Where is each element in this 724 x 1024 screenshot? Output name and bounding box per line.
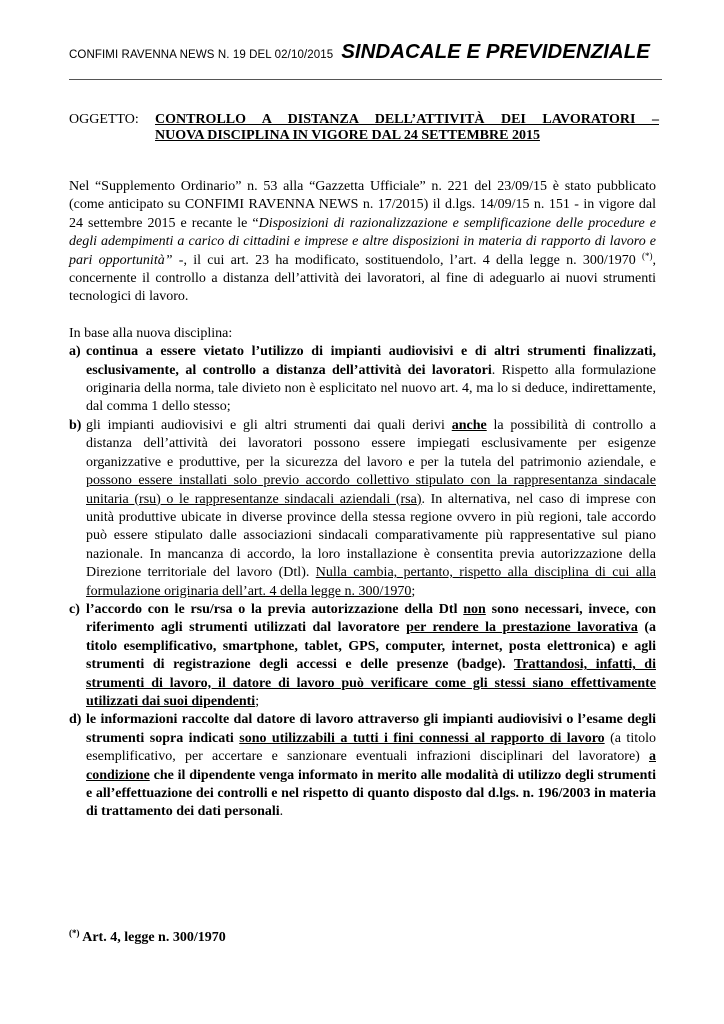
list-marker: b)	[69, 417, 82, 433]
list-item-b	[69, 417, 656, 601]
item-c-bold-3: (a titolo esemplificativo, smartphone, tablet, GPS, computer, internet, posta elettronica) e agli strumenti di registrazione degli accessi e delle presenze (badge).	[86, 620, 656, 673]
item-d-text-4: .	[279, 804, 284, 820]
item-d-text-2: (a titolo esemplificativo, per accertare e sanzionare eventuali infrazioni disciplinari del lavoratore)	[86, 730, 656, 765]
intro-text-3: -, il cui art. 23 ha modificato, sostituendolo, l’art. 4 della legge n. 300/1970	[172, 252, 642, 268]
item-b-underline-2: Nulla cambia, pertanto, rispetto alla disciplina di cui alla formulazione originaria dell’art. 4 della legge n. 300/1970	[86, 565, 656, 599]
intro-text-4: , concernente il controllo a distanza dell’attività dei lavoratori, al fine di adeguarlo ai nuovi strumenti tecnologici di lavoro.	[69, 252, 656, 305]
intro-text-1: Nel “Supplemento Ordinario” n. 53 alla “Gazzetta Ufficiale” n. 221 del 23/09/15 è stato pubblicato (come anticipato su CONFIMI RAVENNA NEWS n. 17/2015) il d.lgs. 14/09/15 n. 151 - in vigore dal 24 settembre 2015 e recante le “	[69, 179, 656, 231]
item-b-text-3: . In alternativa, nel caso di imprese con unità produttive ubicate in diverse province della stessa regione ovvero in più regioni, tale accordo può essere stipulato dalle associazioni sindacali comparativamente più rappresentative sul piano nazionale. In mancanza di accordo, la loro installazione è consentita previa autorizzazione della Direzione territoriale del lavoro (Dtl).	[86, 491, 656, 581]
list-item-c	[69, 601, 656, 711]
item-b-underline-1: possono essere installati solo previo accordo collettivo stipulato con la rappresentanza sindacale unitaria (rsu) o le rappresentanze sindacali aziendali (rsa)	[86, 473, 656, 507]
subject-label: OGGETTO:	[69, 112, 139, 127]
rules-list	[69, 343, 656, 822]
subject-title-line-2: NUOVA DISCIPLINA IN VIGORE DAL 24 SETTEMBRE 2015	[155, 128, 540, 143]
item-b-text-1: gli impianti audiovisivi e gli altri strumenti dai quali derivi	[86, 417, 452, 433]
item-b-text-4: ;	[411, 583, 416, 599]
intro-italic-title: Disposizioni di razionalizzazione e semplificazione delle procedure e degli adempimenti a carico di cittadini e imprese e altre disposizioni in materia di rapporto di lavoro e pari opportunità”	[69, 215, 657, 268]
document-body	[69, 178, 656, 822]
list-lead: In base alla nuova disciplina:	[69, 325, 233, 341]
list-marker: c)	[69, 601, 80, 617]
publication-label: CONFIMI RAVENNA NEWS N. 19 DEL 02/10/2015	[69, 49, 334, 61]
footnote	[69, 930, 226, 946]
item-a-bold: continua a essere vietato l’utilizzo di impianti audiovisivi e di altri strumenti finalizzati, esclusivamente, al controllo a distanza dell’attività dei lavoratori	[86, 344, 656, 378]
footnote-text: Art. 4, legge n. 300/1970	[79, 930, 226, 945]
list-item-d	[69, 711, 656, 821]
item-c-underline-1: per rendere la prestazione lavorativa	[406, 620, 638, 636]
subject-title-line-1: CONTROLLO A DISTANZA DELL’ATTIVITÀ DEI LAVORATORI –	[155, 112, 659, 127]
footnote-reference: (*)	[642, 250, 653, 261]
item-d-bold-3: che il dipendente venga informato in merito alle modalità di utilizzo degli strumenti e all’effettuazione dei controlli e nel rispetto di quanto disposto dal d.lgs. n. 196/2003 in materia di trattamento dei dati personali	[86, 767, 656, 820]
list-item-a	[69, 343, 656, 417]
item-b-text-2: la possibilità di controllo a distanza dell’attività dei lavoratori possono essere impiegati esclusivamente per esigenze organizzative e produttive, per la sicurezza del lavoro e per la tutela del patrimonio aziendale, e	[86, 417, 656, 470]
item-c-emphasis: non	[463, 601, 486, 617]
header-divider	[69, 79, 662, 80]
item-c-bold-2: sono necessari, invece, con riferimento agli strumenti utilizzati dal lavoratore	[86, 601, 656, 636]
item-c-text-4: ;	[255, 693, 260, 709]
item-c-bold-1: l’accordo con le rsu/rsa o la previa autorizzazione della Dtl	[86, 601, 464, 617]
item-d-underline-2: a condizione	[86, 749, 656, 783]
item-c-underline-2: Trattandosi, infatti, di strumenti di lavoro, il datore di lavoro può verificare come gli stessi siano effettivamente utilizzati dai suoi dipendenti	[86, 657, 656, 709]
page-header	[69, 40, 659, 64]
footnote-marker: (*)	[69, 928, 80, 938]
intro-paragraph	[69, 178, 656, 307]
item-d-bold-1: le informazioni raccolte dal datore di lavoro attraverso gli impianti audiovisivi o l’esame degli strumenti sopra indicati	[86, 712, 656, 746]
subject-title	[155, 112, 659, 144]
item-b-emphasis: anche	[451, 417, 487, 433]
list-marker: a)	[69, 344, 81, 360]
item-d-underline-1: sono utilizzabili a tutti i fini connessi al rapporto di lavoro	[239, 730, 605, 746]
subject-block	[69, 112, 659, 144]
list-marker: d)	[69, 712, 82, 728]
section-title: SINDACALE E PREVIDENZIALE	[341, 40, 650, 63]
item-a-text: . Rispetto alla formulazione originaria della norma, tale divieto non è esplicitato nel nuovo art. 4, ma lo si deduce, indirettamente, dal comma 1 dello stesso;	[86, 362, 656, 415]
